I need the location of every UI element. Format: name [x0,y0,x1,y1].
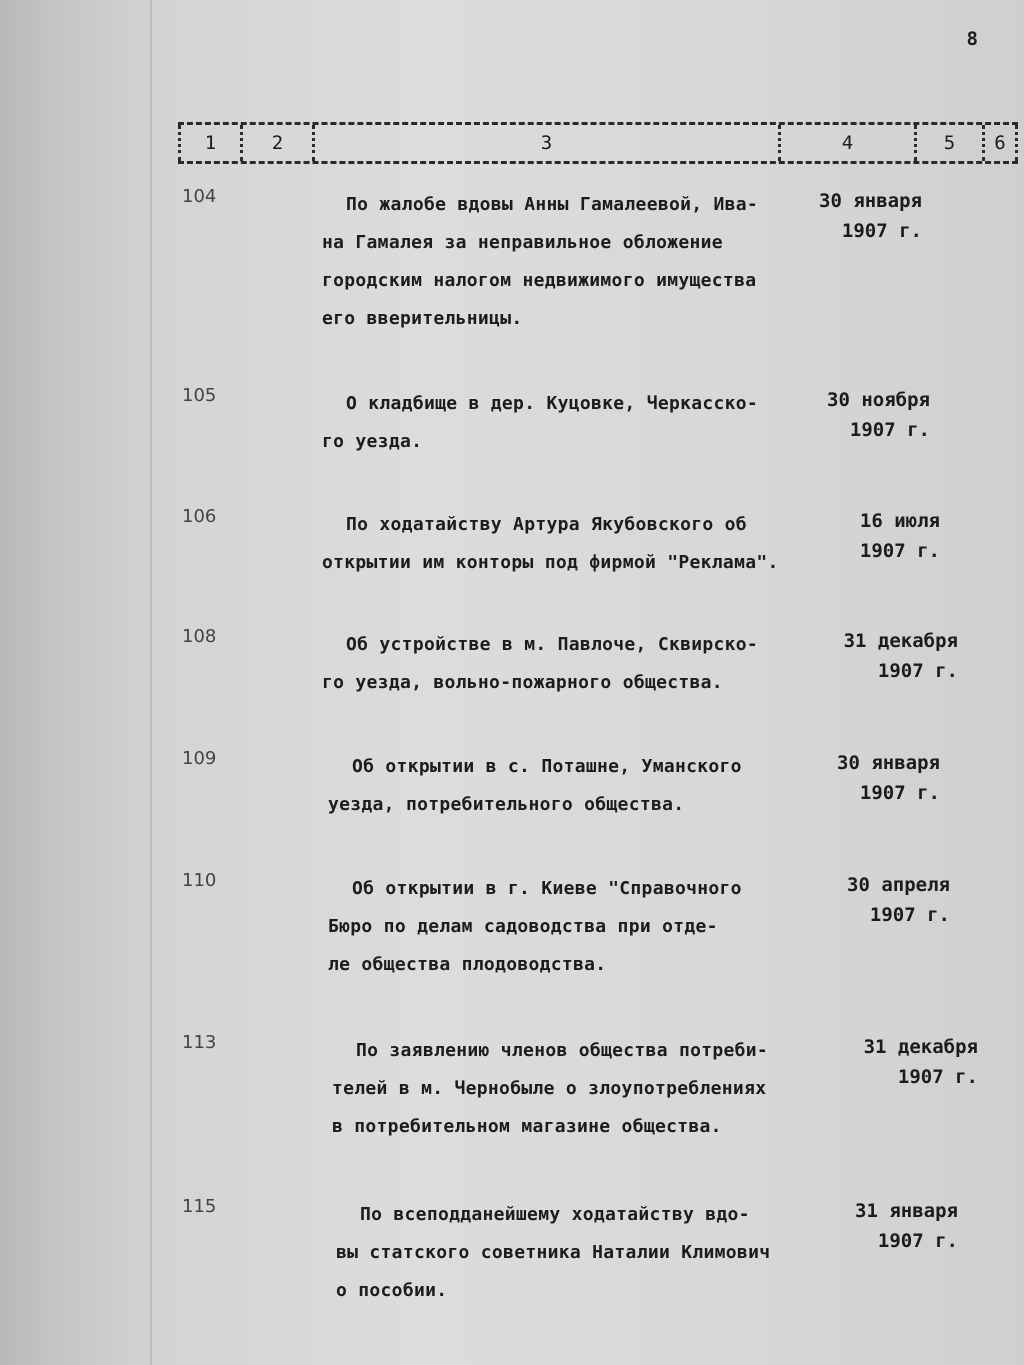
header-col-2: 2 [240,125,312,161]
entry-number: 109 [182,748,217,769]
entry-date [828,1032,978,1092]
entry-description [322,626,812,702]
entry-description [322,385,812,461]
entry-text-line: По жалобе вдовы Анны Гамалеевой, Ива- [346,194,759,215]
entry-text-line: городским налогом недвижимого имущества [322,270,757,291]
entry-date-day-month: 31 января [855,1200,958,1222]
entry-text-line: По всеподданейшему ходатайству вдо- [360,1204,750,1225]
entry-number: 110 [182,870,217,891]
page-number: 8 [966,28,978,50]
entry-number: 108 [182,626,217,647]
entry-date-day-month: 31 декабря [863,1036,978,1058]
entry-text-line: телей в м. Чернобыле о злоупотреблениях [332,1078,767,1099]
header-col-5: 5 [914,125,982,161]
entry-date-day-month: 30 января [819,190,922,212]
header-col-4: 4 [778,125,914,161]
entry-number: 113 [182,1032,217,1053]
entry-date-year: 1907 г. [859,782,940,804]
entry-text-line: Об открытии в с. Поташне, Уманского [352,756,742,777]
entry-date-year: 1907 г. [877,660,958,682]
entry-text-line: уезда, потребительного общества. [328,794,685,815]
entry-text-line: По ходатайству Артура Якубовского об [346,514,747,535]
entry-date [790,506,940,566]
entry-description [332,1032,822,1146]
entry-description [322,506,812,582]
entry-text-line: о пособии. [336,1280,448,1301]
entry-text-line: О кладбище в дер. Куцовке, Черкасско- [346,393,759,414]
entry-date-year: 1907 г. [869,904,950,926]
entry-date-day-month: 31 декабря [843,630,958,652]
entry-date [808,626,958,686]
entry-text-line: ле общества плодоводства. [328,954,607,975]
entry-description [328,748,818,824]
entry-number: 105 [182,385,217,406]
entry-text-line: на Гамалея за неправильное обложение [322,232,723,253]
entry-number: 106 [182,506,217,527]
entry-number: 115 [182,1196,217,1217]
entry-date [800,870,950,930]
entry-date [790,748,940,808]
entry-date [808,1196,958,1256]
entry-text-line: го уезда. [322,431,423,452]
entry-date-day-month: 30 января [837,752,940,774]
entry-text-line: го уезда, вольно-пожарного общества. [322,672,723,693]
entry-text-line: Об открытии в г. Киеве "Справочного [352,878,742,899]
page-fold-shadow [150,0,152,1365]
header-col-1: 1 [178,125,240,161]
entry-date-day-month: 30 апреля [847,874,950,896]
entry-date-day-month: 30 ноября [827,389,930,411]
entry-text-line: вы статского советника Наталии Климович [336,1242,771,1263]
entry-text-line: в потребительном магазине общества. [332,1116,722,1137]
header-col-6: 6 [982,125,1018,161]
entry-text-line: По заявлению членов общества потреби- [356,1040,769,1061]
entry-description [322,186,812,338]
entry-description [336,1196,826,1310]
entry-date [772,186,922,246]
entry-date-year: 1907 г. [849,419,930,441]
entry-text-line: его вверительницы. [322,308,523,329]
column-header-row [178,122,1018,164]
entry-date-year: 1907 г. [877,1230,958,1252]
entry-date-year: 1907 г. [897,1066,978,1088]
entry-text-line: Бюро по делам садоводства при отде- [328,916,718,937]
header-col-3: 3 [312,125,778,161]
entry-text-line: открытии им конторы под фирмой "Реклама". [322,552,779,573]
entry-number: 104 [182,186,217,207]
entry-date [780,385,930,445]
entry-date-year: 1907 г. [841,220,922,242]
entry-description [328,870,818,984]
entry-date-year: 1907 г. [859,540,940,562]
entry-text-line: Об устройстве в м. Павлоче, Сквирско- [346,634,759,655]
entry-date-day-month: 16 июля [859,510,940,532]
